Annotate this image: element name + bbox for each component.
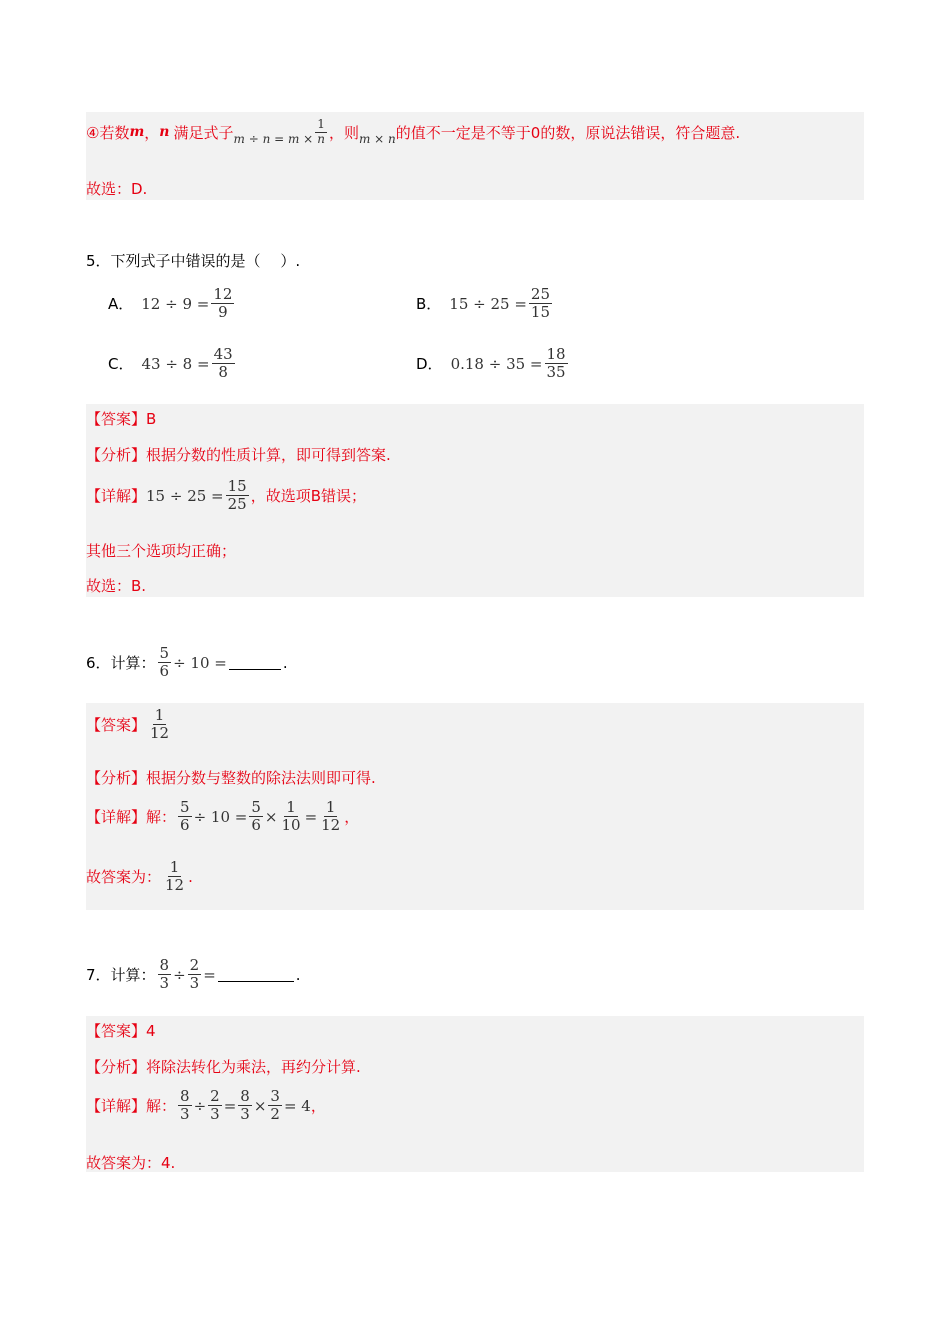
text: 故答案为： xyxy=(86,868,162,887)
fraction xyxy=(163,859,186,895)
operator: = 4 xyxy=(283,1096,311,1115)
denominator: 9 xyxy=(218,303,228,322)
operator: ÷ 10 = xyxy=(193,807,248,826)
analysis-tag: 【分析】 xyxy=(86,1058,147,1076)
denominator: 3 xyxy=(210,1105,220,1124)
denominator: 15 xyxy=(530,303,551,322)
numerator: 8 xyxy=(240,1087,250,1105)
answer-line xyxy=(86,707,173,743)
option-d xyxy=(416,346,570,382)
answer-blank[interactable] xyxy=(229,655,281,670)
text: 其他三个选项均正确； xyxy=(86,542,237,560)
operator: × xyxy=(264,807,278,826)
answer-line xyxy=(86,1020,156,1041)
formula: ÷ 10 = xyxy=(173,653,227,672)
answer-block-4 xyxy=(86,112,864,200)
numerator: 1 xyxy=(317,117,325,131)
numerator: 1 xyxy=(169,858,180,876)
answer-tag: 【答案】 xyxy=(86,410,147,428)
option-label: B． xyxy=(416,295,442,314)
answer-blank[interactable] xyxy=(218,967,294,982)
statement-4 xyxy=(86,118,740,147)
text: 6．计算： xyxy=(86,654,156,673)
option-a xyxy=(108,286,236,322)
text: . xyxy=(295,965,301,984)
fraction xyxy=(158,645,172,681)
answer-value: 4 xyxy=(146,1021,156,1040)
fraction xyxy=(319,799,342,835)
denominator: 2 xyxy=(270,1105,280,1124)
denominator: 12 xyxy=(321,816,341,835)
text: ， xyxy=(310,1097,326,1116)
denominator: 3 xyxy=(189,974,200,993)
formula: 0.18 ÷ 35 = xyxy=(450,354,543,373)
numerator: 1 xyxy=(286,798,296,816)
answer-block-7 xyxy=(86,1016,864,1172)
operator: = xyxy=(223,1096,237,1115)
formula: 43 ÷ 8 = xyxy=(141,354,210,373)
fraction xyxy=(158,957,172,993)
text: 5．下列式子中错误的是（ ）. xyxy=(86,252,301,270)
text: 故选：B. xyxy=(86,577,147,595)
fraction xyxy=(529,286,552,322)
denominator: 6 xyxy=(251,816,261,835)
analysis-line xyxy=(86,1056,361,1077)
answer-line xyxy=(86,408,156,429)
analysis-tag: 【分析】 xyxy=(86,769,147,787)
fraction xyxy=(188,957,202,993)
text: ， xyxy=(144,123,160,142)
fraction xyxy=(212,346,235,382)
denominator: 3 xyxy=(240,1105,250,1124)
option-label: A． xyxy=(108,295,134,314)
denominator: 3 xyxy=(180,1105,190,1124)
other-line xyxy=(86,540,236,561)
numerator: 3 xyxy=(270,1087,280,1105)
fraction xyxy=(226,478,249,514)
formula: m × n xyxy=(358,132,396,147)
option-b xyxy=(416,286,554,322)
var-n: n xyxy=(159,124,170,141)
denominator: 6 xyxy=(180,816,190,835)
numerator: 5 xyxy=(251,798,261,816)
formula: 15 ÷ 25 = xyxy=(146,486,224,505)
denominator: 3 xyxy=(159,974,170,993)
fraction xyxy=(268,1088,282,1124)
fraction xyxy=(178,799,192,835)
formula: 12 ÷ 9 = xyxy=(141,294,210,313)
answer-value: B xyxy=(146,409,157,428)
analysis-line xyxy=(86,444,391,465)
numerator: 25 xyxy=(530,285,551,303)
analysis-tag: 【分析】 xyxy=(86,446,147,464)
text: . xyxy=(282,653,288,672)
numerator: 5 xyxy=(159,644,170,662)
analysis-text: 根据分数的性质计算，即可得到答案. xyxy=(146,446,391,464)
numerator: 5 xyxy=(180,798,190,816)
denominator: 35 xyxy=(546,363,566,382)
operator: = xyxy=(304,807,318,826)
denominator: 6 xyxy=(159,662,170,681)
fraction xyxy=(238,1088,252,1124)
analysis-text: 根据分数与整数的除法法则即可得. xyxy=(146,769,376,787)
detail-line xyxy=(86,799,359,835)
numerator: 1 xyxy=(154,706,165,724)
operator: = xyxy=(203,965,216,984)
fraction xyxy=(249,799,263,835)
fraction xyxy=(545,346,568,382)
option-c xyxy=(108,346,237,382)
detail-tag: 【详解】 xyxy=(86,1097,147,1116)
operator: ÷ xyxy=(173,965,186,984)
denominator: 12 xyxy=(150,724,170,743)
text: 7．计算： xyxy=(86,966,156,985)
formula: m ÷ n = m × xyxy=(233,132,314,147)
denominator: n xyxy=(317,131,325,146)
numerator: 12 xyxy=(213,285,233,303)
var-m: m xyxy=(129,124,145,141)
detail-line xyxy=(86,1088,326,1124)
text: ，则 xyxy=(328,123,359,142)
operator: ÷ xyxy=(193,1096,207,1115)
answer-block-6 xyxy=(86,703,864,910)
numerator: 2 xyxy=(189,956,200,974)
numerator: 8 xyxy=(180,1087,190,1105)
operator: × xyxy=(253,1096,267,1115)
numerator: 15 xyxy=(227,477,247,495)
text: 故选：D. xyxy=(86,180,148,198)
final-line xyxy=(86,1152,175,1173)
text: 解： xyxy=(146,1097,177,1116)
question-5-stem xyxy=(86,250,300,271)
denominator: 10 xyxy=(281,816,301,835)
fraction xyxy=(315,118,327,147)
analysis-text: 将除法转化为乘法，再约分计算. xyxy=(146,1058,361,1076)
answer-tag: 【答案】 xyxy=(86,1022,147,1040)
detail-tag: 【详解】 xyxy=(86,808,147,827)
detail-tag: 【详解】 xyxy=(86,487,147,506)
numerator: 43 xyxy=(213,345,233,363)
denominator: 25 xyxy=(227,495,247,514)
text: 故答案为：4. xyxy=(86,1154,176,1172)
detail-line xyxy=(86,478,366,514)
text: ④若数 xyxy=(86,123,130,142)
analysis-line xyxy=(86,767,376,788)
numerator: 8 xyxy=(159,956,170,974)
answer-block-5 xyxy=(86,404,864,597)
detail-text: ，故选项B错误； xyxy=(250,487,367,506)
numerator: 2 xyxy=(210,1087,220,1105)
denominator: 8 xyxy=(218,363,228,382)
denominator: 12 xyxy=(165,876,185,895)
option-label: D． xyxy=(416,355,443,374)
fraction xyxy=(211,286,234,322)
numerator: 1 xyxy=(325,798,336,816)
option-label: C． xyxy=(108,355,134,374)
numerator: 18 xyxy=(546,345,566,363)
fraction xyxy=(208,1088,222,1124)
formula: 15 ÷ 25 = xyxy=(449,294,527,313)
fraction xyxy=(178,1088,192,1124)
text: ， xyxy=(344,808,360,827)
fraction xyxy=(279,799,302,835)
question-6-stem xyxy=(86,645,288,681)
final-line xyxy=(86,859,193,895)
text: . xyxy=(188,867,193,886)
answer-tag: 【答案】 xyxy=(86,716,147,735)
question-7-stem xyxy=(86,957,301,993)
selection-4 xyxy=(86,178,147,199)
text: 的值不一定是不等于0的数，原说法错误，符合题意. xyxy=(395,123,741,142)
selection-line xyxy=(86,575,146,596)
fraction xyxy=(148,707,171,743)
text: 解： xyxy=(146,808,177,827)
text: 满足式子 xyxy=(173,123,234,142)
